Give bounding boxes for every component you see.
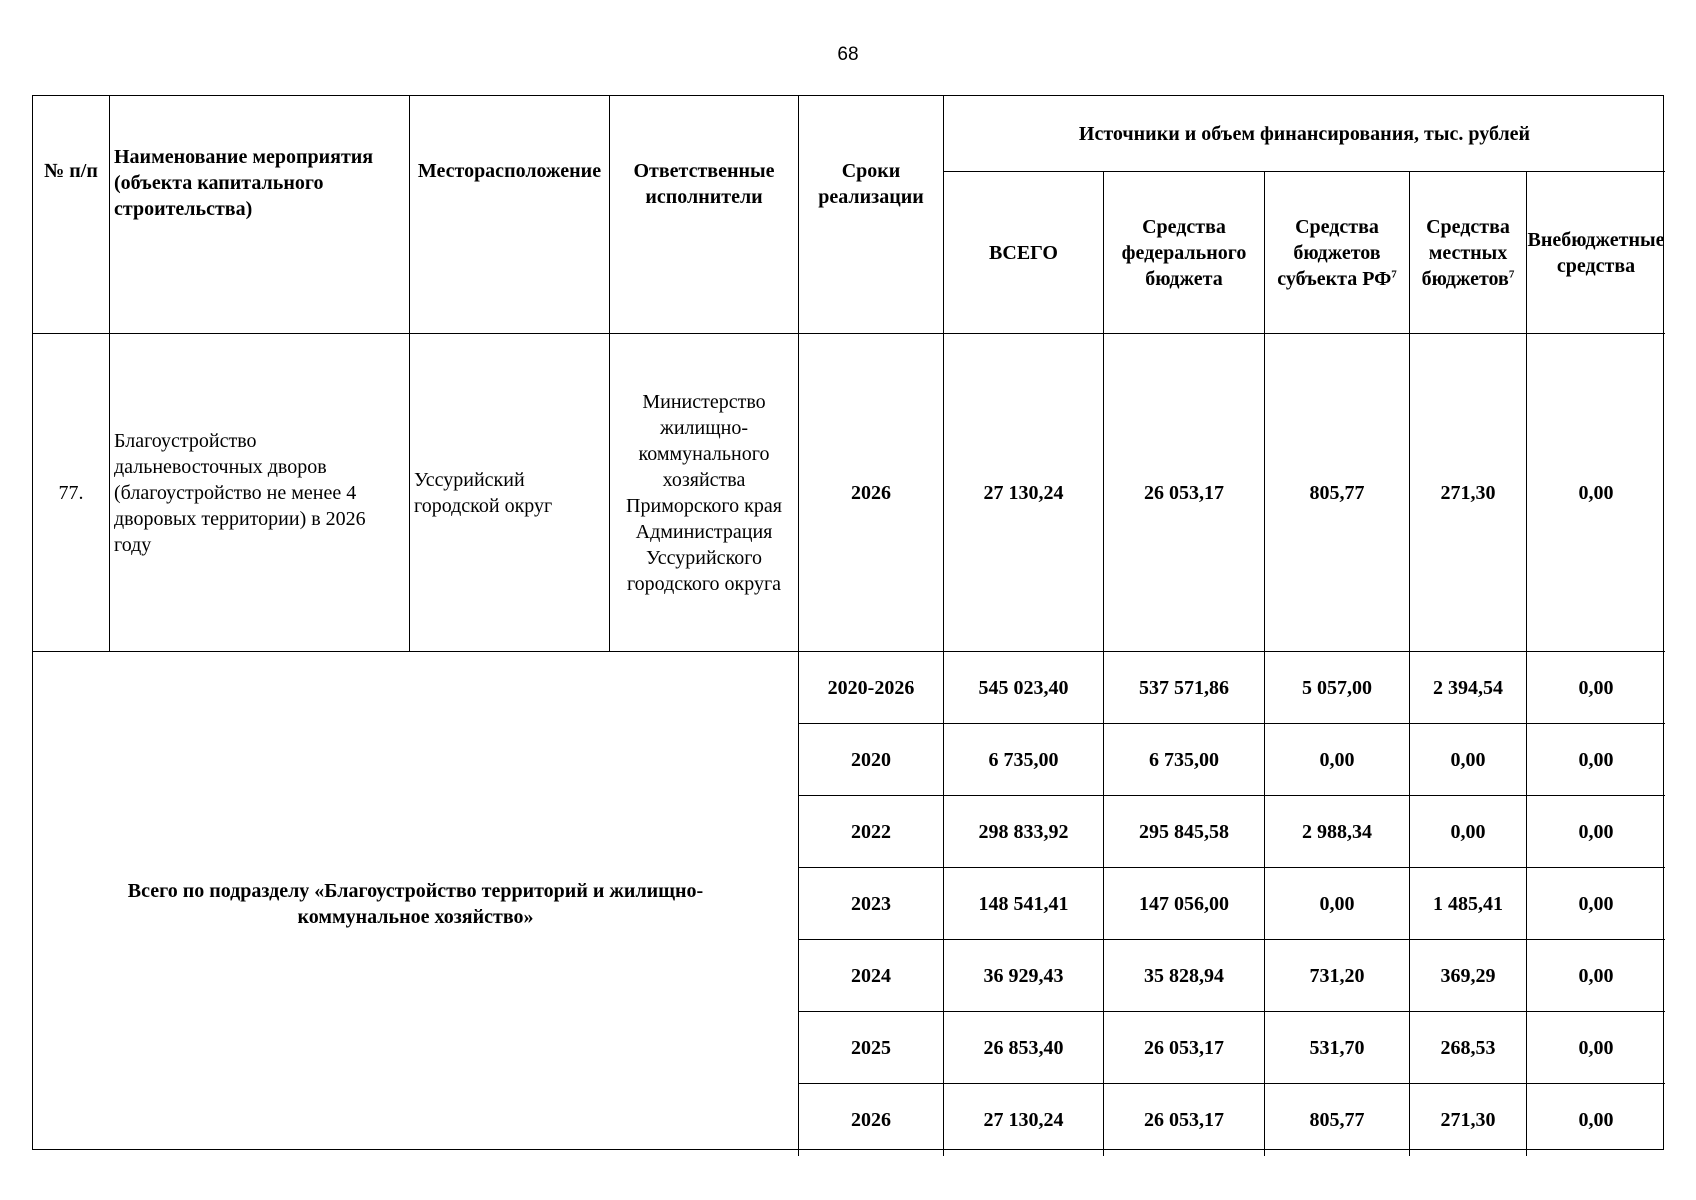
summary-extra: 0,00 bbox=[1527, 796, 1665, 868]
summary-federal: 295 845,58 bbox=[1104, 796, 1265, 868]
header-funding-group: Источники и объем финансирования, тыс. рублей bbox=[944, 96, 1665, 172]
summary-local: 271,30 bbox=[1410, 1084, 1527, 1156]
row77-extra: 0,00 bbox=[1527, 334, 1665, 652]
summary-total: 27 130,24 bbox=[944, 1084, 1104, 1156]
header-location: Месторасположение bbox=[410, 96, 610, 334]
summary-period: 2025 bbox=[799, 1012, 944, 1084]
summary-extra: 0,00 bbox=[1527, 1012, 1665, 1084]
header-num: № п/п bbox=[33, 96, 110, 334]
row77-regional: 805,77 bbox=[1265, 334, 1410, 652]
summary-extra: 0,00 bbox=[1578, 1109, 1614, 1131]
summary-total: 26 853,40 bbox=[944, 1012, 1104, 1084]
summary-federal: 26 053,17 bbox=[1104, 1012, 1265, 1084]
summary-regional: 0,00 bbox=[1265, 724, 1410, 796]
row77-num: 77. bbox=[33, 334, 110, 652]
summary-total: 298 833,92 bbox=[944, 796, 1104, 868]
summary-regional: 731,20 bbox=[1265, 940, 1410, 1012]
summary-extra: 0,00 bbox=[1527, 652, 1665, 724]
summary-local: 2 394,54 bbox=[1410, 652, 1527, 724]
summary-federal: 147 056,00 bbox=[1104, 868, 1265, 940]
header-name: Наименование мероприятия (объекта капитального строительства) bbox=[110, 96, 410, 334]
summary-local: 369,29 bbox=[1410, 940, 1527, 1012]
summary-period: 2023 bbox=[799, 868, 944, 940]
summary-local: 268,53 bbox=[1410, 1012, 1527, 1084]
summary-local: 1 485,41 bbox=[1410, 868, 1527, 940]
summary-period: 2022 bbox=[799, 796, 944, 868]
summary-regional: 0,00 bbox=[1265, 868, 1410, 940]
summary-federal: 26 053,17 bbox=[1104, 1084, 1265, 1156]
summary-local: 0,00 bbox=[1410, 724, 1527, 796]
header-total: ВСЕГО bbox=[944, 172, 1104, 334]
summary-local: 0,00 bbox=[1410, 796, 1527, 868]
row77-location: Уссурийский городской округ bbox=[410, 334, 610, 652]
summary-period: 2026 bbox=[799, 1084, 944, 1156]
row77-local: 271,30 bbox=[1410, 334, 1527, 652]
header-regional bbox=[1265, 172, 1410, 334]
row77-name: Благоустройство дальневосточных дворов (благоустройство не менее 4 дворовых территории) в 2026 году bbox=[110, 334, 410, 652]
row77-responsible: Министерство жилищно-коммунального хозяйства Приморского края Администрация Уссурийского городского округа bbox=[610, 334, 799, 652]
header-federal: Средства федерального бюджета bbox=[1104, 172, 1265, 334]
header-regional-footnote: 7 bbox=[1391, 267, 1397, 280]
summary-regional: 531,70 bbox=[1265, 1012, 1410, 1084]
summary-period: 2020 bbox=[799, 724, 944, 796]
summary-regional: 5 057,00 bbox=[1265, 652, 1410, 724]
funding-table bbox=[32, 95, 1664, 1150]
row77-period: 2026 bbox=[799, 334, 944, 652]
header-local-text: Средства местных бюджетов bbox=[1421, 215, 1510, 290]
summary-period: 2024 bbox=[799, 940, 944, 1012]
summary-total: 148 541,41 bbox=[944, 868, 1104, 940]
summary-extra: 0,00 bbox=[1527, 868, 1665, 940]
summary-federal: 35 828,94 bbox=[1104, 940, 1265, 1012]
summary-federal: 537 571,86 bbox=[1104, 652, 1265, 724]
summary-regional: 805,77 bbox=[1265, 1084, 1410, 1156]
row77-total: 27 130,24 bbox=[944, 334, 1104, 652]
row77-federal: 26 053,17 bbox=[1104, 334, 1265, 652]
header-responsible: Ответственные исполнители bbox=[610, 96, 799, 334]
summary-extra: 0,00 bbox=[1527, 724, 1665, 796]
summary-total: 6 735,00 bbox=[944, 724, 1104, 796]
summary-period: 2020-2026 bbox=[799, 652, 944, 724]
page-number: 68 bbox=[837, 44, 859, 65]
header-regional-text: Средства бюджетов субъекта РФ bbox=[1277, 215, 1392, 290]
summary-total: 545 023,40 bbox=[944, 652, 1104, 724]
summary-total: 36 929,43 bbox=[944, 940, 1104, 1012]
header-period: Сроки реализации bbox=[799, 96, 944, 334]
header-local bbox=[1410, 172, 1527, 334]
summary-federal: 6 735,00 bbox=[1104, 724, 1265, 796]
summary-regional: 2 988,34 bbox=[1265, 796, 1410, 868]
summary-label: Всего по подразделу «Благоустройство территорий и жилищно-коммунальное хозяйство» bbox=[33, 652, 799, 1156]
header-extra: Внебюджетные средства bbox=[1527, 172, 1665, 334]
header-local-footnote: 7 bbox=[1508, 267, 1515, 280]
summary-extra: 0,00 bbox=[1527, 940, 1665, 1012]
